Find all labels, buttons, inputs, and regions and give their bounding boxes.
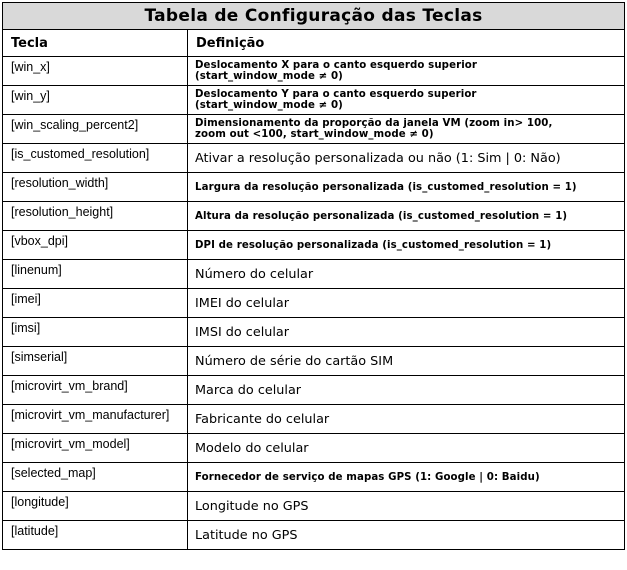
key-cell: [vbox_dpi] (3, 231, 188, 260)
definition-cell: Altura da resolução personalizada (is_customed_resolution = 1) (188, 202, 625, 231)
header-row (3, 30, 625, 57)
key-cell: [microvirt_vm_brand] (3, 376, 188, 405)
key-cell: [latitude] (3, 521, 188, 550)
definition-line: (start_window_mode ≠ 0) (195, 100, 343, 111)
key-cell: [microvirt_vm_model] (3, 434, 188, 463)
key-cell: [resolution_width] (3, 173, 188, 202)
table-row (3, 57, 625, 86)
definition-cell: Fabricante do celular (188, 405, 625, 434)
table-row (3, 347, 625, 376)
key-cell: [microvirt_vm_manufacturer] (3, 405, 188, 434)
definition-cell: DPI de resolução personalizada (is_customed_resolution = 1) (188, 231, 625, 260)
definition-cell: Fornecedor de serviço de mapas GPS (1: Google | 0: Baidu) (188, 463, 625, 492)
table-row (3, 405, 625, 434)
key-cell: [win_y] (3, 86, 188, 115)
table-row (3, 202, 625, 231)
header-definition: Definição (188, 30, 625, 57)
config-table-container (2, 2, 625, 568)
table-row (3, 376, 625, 405)
definition-cell: Longitude no GPS (188, 492, 625, 521)
definition-cell: Número do celular (188, 260, 625, 289)
definition-line: Deslocamento Y para o canto esquerdo superior (195, 89, 477, 100)
table-row (3, 463, 625, 492)
key-cell: [selected_map] (3, 463, 188, 492)
key-cell: [win_x] (3, 57, 188, 86)
definition-line: Deslocamento X para o canto esquerdo superior (195, 60, 478, 71)
table-row (3, 434, 625, 463)
definition-line: zoom out <100, start_window_mode ≠ 0) (195, 129, 434, 140)
table-row (3, 144, 625, 173)
definition-cell: IMEI do celular (188, 289, 625, 318)
table-row (3, 260, 625, 289)
table-row (3, 289, 625, 318)
key-cell: [is_customed_resolution] (3, 144, 188, 173)
definition-cell: Latitude no GPS (188, 521, 625, 550)
definition-cell: Marca do celular (188, 376, 625, 405)
key-cell: [linenum] (3, 260, 188, 289)
table-row (3, 318, 625, 347)
table-row (3, 115, 625, 144)
table-title: Tabela de Configuração das Teclas (3, 3, 625, 30)
definition-cell: Número de série do cartão SIM (188, 347, 625, 376)
definition-cell: Ativar a resolução personalizada ou não (1: Sim | 0: Não) (188, 144, 625, 173)
definition-cell: Modelo do celular (188, 434, 625, 463)
key-cell: [resolution_height] (3, 202, 188, 231)
key-cell: [win_scaling_percent2] (3, 115, 188, 144)
table-row (3, 231, 625, 260)
key-cell: [imsi] (3, 318, 188, 347)
header-key: Tecla (3, 30, 188, 57)
key-cell: [longitude] (3, 492, 188, 521)
definition-cell: Largura da resolução personalizada (is_customed_resolution = 1) (188, 173, 625, 202)
definition-cell (188, 57, 625, 86)
key-cell: [imei] (3, 289, 188, 318)
key-config-table (2, 2, 625, 550)
table-row (3, 86, 625, 115)
definition-cell (188, 86, 625, 115)
definition-cell: IMSI do celular (188, 318, 625, 347)
table-row (3, 173, 625, 202)
key-cell: [simserial] (3, 347, 188, 376)
table-row (3, 521, 625, 550)
definition-line: (start_window_mode ≠ 0) (195, 71, 343, 82)
definition-cell (188, 115, 625, 144)
table-row (3, 492, 625, 521)
definition-line: Dimensionamento da proporção da janela VM (zoom in> 100, (195, 118, 553, 129)
